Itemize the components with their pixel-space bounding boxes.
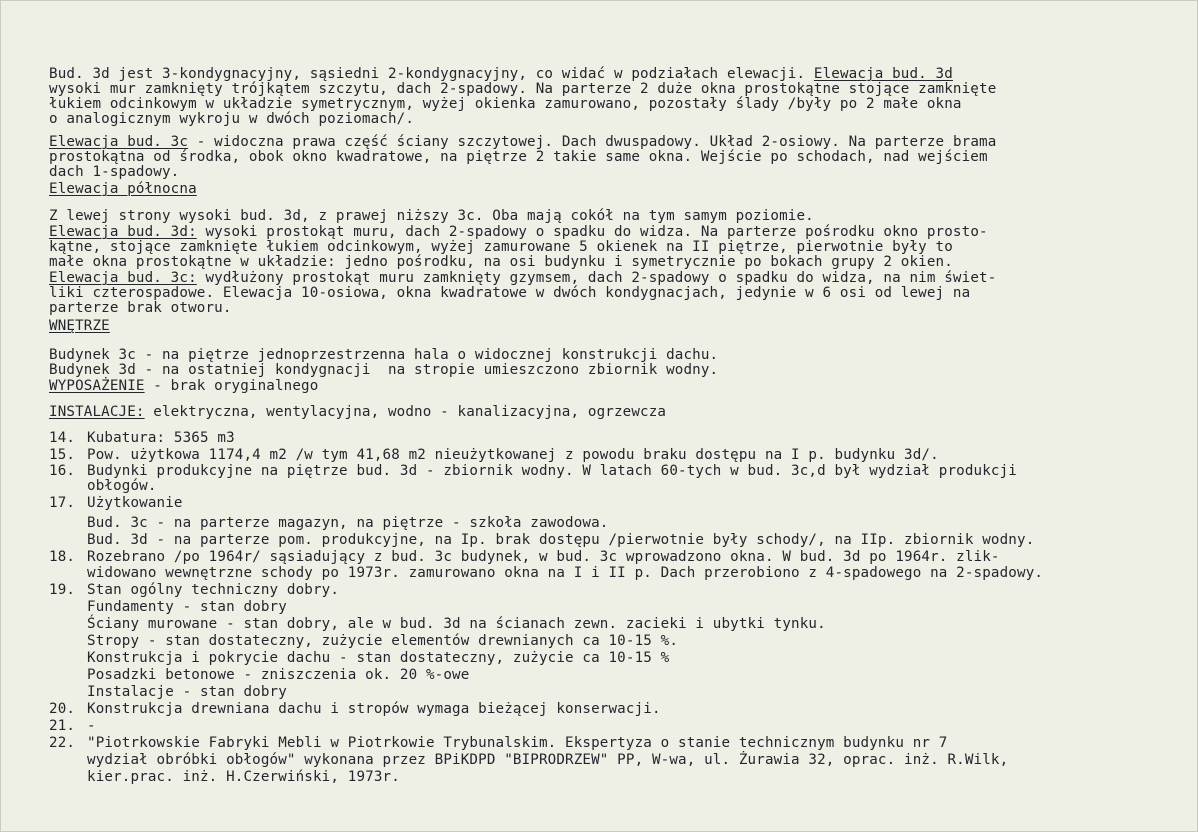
list-item: 16. Budynki produkcyjne na piętrze bud. 3d - zbiornik wodny. W latach 60-tych w bud. 3c,d był wydział produkcji [49, 463, 1018, 479]
text-line: Bud. 3d jest 3-kondygnacyjny, sąsiedni 2-kondygnacyjny, co widać w podziałach elewacji. Elewacja bud. 3d [49, 66, 953, 82]
text-line: Elewacja bud. 3c: wydłużony prostokąt muru zamknięty gzymsem, dach 2-spadowy o spadku do widza, na nim świet- [49, 270, 997, 286]
list-item-cont: Stropy - stan dostateczny, zużycie elementów drewnianych ca 10-15 %. [87, 633, 679, 649]
heading-interior: WNĘTRZE [49, 318, 110, 334]
list-item-cont: Fundamenty - stan dobry [87, 599, 287, 615]
list-item-cont: Bud. 3c - na parterze magazyn, na piętrze - szkoła zawodowa. [87, 515, 609, 531]
list-item: 15. Pow. użytkowa 1174,4 m2 /w tym 41,68 m2 nieużytkowanej z powodu braku dostępu na I p. budynku 3d/. [49, 447, 939, 463]
heading-elevation-3d-north: Elewacja bud. 3d: [49, 224, 197, 240]
text-line: INSTALACJE: elektryczna, wentylacyjna, wodno - kanalizacyjna, ogrzewcza [49, 404, 667, 420]
text-line: kątne, stojące zamknięte łukiem odcinkowym, wyżej zamurowane 5 okienek na II piętrze, pierwotnie były to [49, 239, 953, 255]
list-item-cont: wydział obróbki obłogów" wykonana przez BPiKDPD "BIPRODRZEW" PP, W-wa, ul. Żurawia 32, oprac. inż. R.Wilk, [87, 752, 1009, 768]
text-line: Budynek 3d - na ostatniej kondygnacji na stropie umieszczono zbiornik wodny. [49, 362, 719, 378]
heading-elevation-3d: Elewacja bud. 3d [813, 66, 953, 82]
list-item: 14. Kubatura: 5365 m3 [49, 430, 235, 446]
list-item-cont: Ściany murowane - stan dobry, ale w bud. 3d na ścianach zewn. zacieki i ubytki tynku. [87, 616, 826, 632]
text-line: WYPOSAŻENIE - brak oryginalnego [49, 378, 319, 394]
list-item-cont: Bud. 3d - na parterze pom. produkcyjne, na Ip. brak dostępu /pierwotnie były schody/, na IIp. zbiornik wodny. [87, 532, 1035, 548]
heading-elevation-3c: Elewacja bud. 3c [49, 134, 189, 150]
list-item-cont: Posadzki betonowe - zniszczenia ok. 20 %-owe [87, 667, 470, 683]
list-item-cont: widowano wewnętrzne schody po 1973r. zamurowano okna na I i II p. Dach przerobiono z 4-spadowego na 2-spadowy. [87, 565, 1044, 581]
text-line: Elewacja bud. 3c - widoczna prawa część ściany szczytowej. Dach dwuspadowy. Układ 2-osiowy. Na parterze brama [49, 134, 997, 150]
text-line: łukiem odcinkowym w układzie symetrycznym, wyżej okienka zamurowano, pozostały ślady /były po 2 małe okna [49, 96, 962, 112]
text-line: Z lewej strony wysoki bud. 3d, z prawej niższy 3c. Oba mają cokół na tym samym poziomie. [49, 208, 814, 224]
heading-equipment: WYPOSAŻENIE [49, 378, 145, 394]
list-item: 21. - [49, 718, 96, 734]
text-line: wysoki mur zamknięty trójkątem szczytu, dach 2-spadowy. Na parterze 2 duże okna prostokątne stojące zamknięte [49, 81, 997, 97]
heading-installations: INSTALACJE: [49, 404, 145, 420]
list-item-cont: obłogów. [87, 478, 157, 494]
text-line: Budynek 3c - na piętrze jednoprzestrzenna hala o widocznej konstrukcji dachu. [49, 347, 719, 363]
text-line: Elewacja bud. 3d: wysoki prostokąt muru, dach 2-spadowy o spadku do widza. Na parterze pośrodku okno prosto- [49, 224, 988, 240]
list-item: 18. Rozebrano /po 1964r/ sąsiadujący z bud. 3c budynek, w bud. 3c wprowadzono okna. W bud. 3d po 1964r. zlik- [49, 549, 1000, 565]
list-item-cont: kier.prac. inż. H.Czerwiński, 1973r. [87, 769, 400, 785]
heading-elevation-3c-north: Elewacja bud. 3c: [49, 270, 197, 286]
text-line: prostokątna od środka, obok okno kwadratowe, na piętrze 2 takie same okna. Wejście po schodach, nad wejściem [49, 149, 988, 165]
text-line: małe okna prostokątne w układzie: jedno pośrodku, na osi budynku i symetrycznie po bokach grupy 2 okien. [49, 254, 953, 270]
list-item-cont: Konstrukcja i pokrycie dachu - stan dostateczny, zużycie ca 10-15 % [87, 650, 670, 666]
list-item: 20. Konstrukcja drewniana dachu i stropów wymaga bieżącej konserwacji. [49, 701, 661, 717]
list-item-cont: Instalacje - stan dobry [87, 684, 287, 700]
text-line: liki czterospadowe. Elewacja 10-osiowa, okna kwadratowe w dwóch kondygnacjach, jedynie w 6 osi od lewej na [49, 285, 971, 301]
text-line: dach 1-spadowy. [49, 164, 180, 180]
list-item: 17. Użytkowanie [49, 495, 183, 511]
list-item: 22. "Piotrkowskie Fabryki Mebli w Piotrkowie Trybunalskim. Ekspertyza o stanie technicznym budynku nr 7 [49, 735, 948, 751]
heading-north-elevation: Elewacja północna [49, 181, 197, 197]
text-line: o analogicznym wykroju w dwóch poziomach/. [49, 111, 415, 127]
list-item: 19. Stan ogólny techniczny dobry. [49, 582, 340, 598]
text-line: parterze brak otworu. [49, 300, 232, 316]
